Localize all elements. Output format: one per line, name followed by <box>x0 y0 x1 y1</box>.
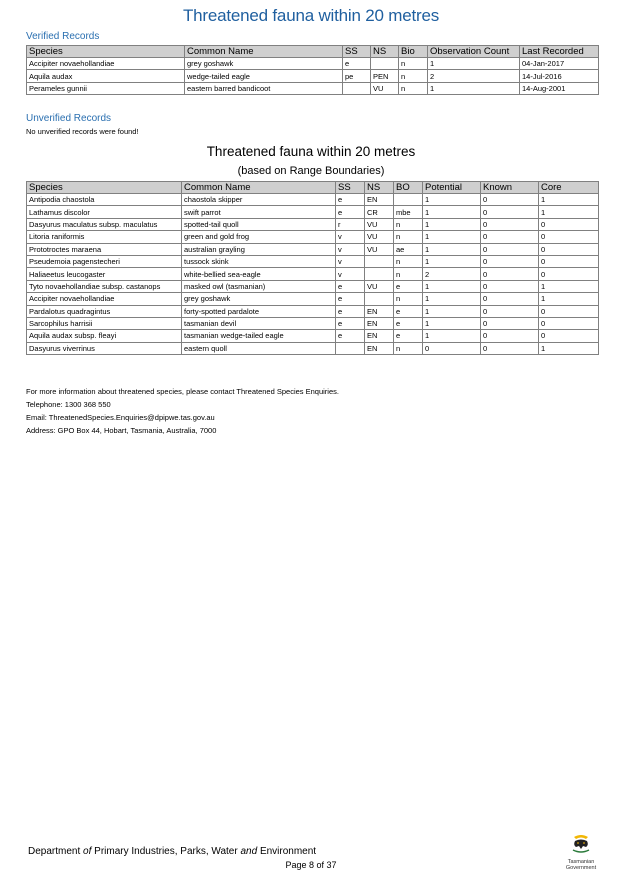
table-cell: v <box>336 255 365 267</box>
table-cell: v <box>336 243 365 255</box>
table-row <box>27 317 599 329</box>
table-cell: Litoria raniformis <box>27 231 182 243</box>
table-cell: 14-Aug-2001 <box>520 82 599 94</box>
table-cell: n <box>394 255 423 267</box>
table-cell: EN <box>365 305 394 317</box>
table-cell: 0 <box>539 317 599 329</box>
table-row <box>27 231 599 243</box>
footer-department <box>28 846 316 857</box>
column-header: Bio <box>399 46 428 58</box>
range-title: Threatened fauna within 20 metres <box>206 144 416 159</box>
table-cell: Pardalotus quadragintus <box>27 305 182 317</box>
table-cell: australian grayling <box>182 243 336 255</box>
table-row <box>27 194 599 206</box>
page-title: Threatened fauna within 20 metres <box>182 6 440 25</box>
table-cell <box>336 342 365 354</box>
table-row <box>27 268 599 280</box>
table-cell: 14-Jul-2016 <box>520 70 599 82</box>
column-header: Last Recorded <box>520 46 599 58</box>
logo-line2: Government <box>565 865 597 871</box>
column-header: Core <box>539 182 599 194</box>
table-cell: n <box>399 58 428 70</box>
table-cell: 0 <box>481 206 539 218</box>
table-cell: 1 <box>423 293 481 305</box>
contact-email: Email: ThreatenedSpecies.Enquiries@dpipwe.tas.gov.au <box>26 413 215 422</box>
table-cell: Pseudemoia pagenstecheri <box>27 255 182 267</box>
table-cell: 0 <box>539 305 599 317</box>
table-cell: EN <box>365 194 394 206</box>
table-cell <box>365 293 394 305</box>
table-cell <box>365 255 394 267</box>
table-cell: 0 <box>539 255 599 267</box>
table-cell: grey goshawk <box>185 58 343 70</box>
column-header: Species <box>27 46 185 58</box>
table-cell: Accipiter novaehollandiae <box>27 293 182 305</box>
table-cell: r <box>336 218 365 230</box>
table-row <box>27 305 599 317</box>
table-cell: eastern barred bandicoot <box>185 82 343 94</box>
table-cell: 0 <box>481 317 539 329</box>
table-cell: e <box>336 194 365 206</box>
table-cell: e <box>336 305 365 317</box>
table-row <box>27 330 599 342</box>
table-cell: VU <box>371 82 399 94</box>
table-cell: v <box>336 231 365 243</box>
contact-address: Address: GPO Box 44, Hobart, Tasmania, Australia, 7000 <box>26 426 217 435</box>
table-cell: 0 <box>539 268 599 280</box>
table-cell: pe <box>343 70 371 82</box>
column-header: NS <box>365 182 394 194</box>
dept-part: Environment <box>257 846 317 857</box>
table-cell: EN <box>365 330 394 342</box>
table-cell: Accipiter novaehollandiae <box>27 58 185 70</box>
table-cell: mbe <box>394 206 423 218</box>
table-row <box>27 70 599 82</box>
table-cell: 0 <box>481 231 539 243</box>
table-cell: e <box>394 305 423 317</box>
table-row <box>27 255 599 267</box>
table-row <box>27 218 599 230</box>
table-cell: 0 <box>539 218 599 230</box>
table-cell: n <box>399 82 428 94</box>
dept-part: Primary Industries, Parks, Water <box>91 846 241 857</box>
table-cell: VU <box>365 243 394 255</box>
table-cell: VU <box>365 280 394 292</box>
table-row <box>27 293 599 305</box>
table-header-row <box>27 46 599 58</box>
table-cell: n <box>394 268 423 280</box>
table-cell <box>394 194 423 206</box>
verified-records-table <box>26 45 599 95</box>
unverified-records-heading: Unverified Records <box>26 113 112 124</box>
table-cell: Sarcophilus harrisii <box>27 317 182 329</box>
table-header-row <box>27 182 599 194</box>
table-cell: tasmanian wedge-tailed eagle <box>182 330 336 342</box>
table-cell: 1 <box>423 255 481 267</box>
table-cell: swift parrot <box>182 206 336 218</box>
table-row <box>27 82 599 94</box>
table-cell: e <box>394 317 423 329</box>
table-cell: 1 <box>423 305 481 317</box>
contact-info <box>26 385 339 437</box>
page-number: Page 8 of 37 <box>285 860 337 870</box>
table-cell: VU <box>365 231 394 243</box>
table-cell: Aquila audax <box>27 70 185 82</box>
table-cell: 04-Jan-2017 <box>520 58 599 70</box>
table-cell: e <box>336 330 365 342</box>
table-cell: spotted-tail quoll <box>182 218 336 230</box>
table-cell: tussock skink <box>182 255 336 267</box>
table-cell: 1 <box>423 280 481 292</box>
table-cell: Aquila audax subsp. fleayi <box>27 330 182 342</box>
column-header: SS <box>343 46 371 58</box>
table-cell <box>371 58 399 70</box>
table-row <box>27 58 599 70</box>
table-cell: 0 <box>481 305 539 317</box>
contact-info-text: For more information about threatened species, please contact Threatened Species Enquiries. <box>26 387 339 396</box>
table-cell: 0 <box>481 243 539 255</box>
table-cell: n <box>394 231 423 243</box>
column-header: BO <box>394 182 423 194</box>
table-cell: e <box>336 293 365 305</box>
column-header: NS <box>371 46 399 58</box>
table-cell: 1 <box>539 280 599 292</box>
table-cell: 0 <box>539 231 599 243</box>
table-cell: e <box>336 280 365 292</box>
table-cell: PEN <box>371 70 399 82</box>
table-row <box>27 206 599 218</box>
table-cell: Perameles gunnii <box>27 82 185 94</box>
table-cell: Antipodia chaostola <box>27 194 182 206</box>
table-cell: 0 <box>481 293 539 305</box>
table-cell: 0 <box>539 330 599 342</box>
table-row <box>27 342 599 354</box>
dept-part: Department <box>28 846 84 857</box>
table-cell <box>343 82 371 94</box>
table-cell: v <box>336 268 365 280</box>
table-cell: 1 <box>423 317 481 329</box>
contact-telephone: Telephone: 1300 368 550 <box>26 400 111 409</box>
column-header: Common Name <box>182 182 336 194</box>
table-cell: 1 <box>423 206 481 218</box>
column-header: Species <box>27 182 182 194</box>
table-row <box>27 280 599 292</box>
table-cell: CR <box>365 206 394 218</box>
table-cell: 0 <box>481 330 539 342</box>
table-cell: 1 <box>539 342 599 354</box>
table-cell: 1 <box>423 194 481 206</box>
table-cell: 1 <box>539 206 599 218</box>
table-cell: masked owl (tasmanian) <box>182 280 336 292</box>
table-cell: 0 <box>539 243 599 255</box>
table-cell: EN <box>365 317 394 329</box>
table-cell: Dasyurus viverrinus <box>27 342 182 354</box>
table-cell: n <box>394 293 423 305</box>
dept-and: and <box>240 846 258 857</box>
table-cell: VU <box>365 218 394 230</box>
table-cell: 1 <box>539 293 599 305</box>
table-cell: ae <box>394 243 423 255</box>
table-cell: 0 <box>481 280 539 292</box>
table-cell: 1 <box>423 330 481 342</box>
table-cell: 1 <box>423 231 481 243</box>
table-cell: 0 <box>423 342 481 354</box>
table-cell: Tyto novaehollandiae subsp. castanops <box>27 280 182 292</box>
table-cell: n <box>394 342 423 354</box>
table-cell: e <box>343 58 371 70</box>
table-cell: e <box>394 330 423 342</box>
column-header: Potential <box>423 182 481 194</box>
column-header: SS <box>336 182 365 194</box>
table-cell: 0 <box>481 342 539 354</box>
table-cell: white-bellied sea-eagle <box>182 268 336 280</box>
table-cell <box>365 268 394 280</box>
tasmanian-government-logo <box>562 834 600 871</box>
table-row <box>27 243 599 255</box>
unverified-message: No unverified records were found! <box>26 127 139 136</box>
table-cell: e <box>336 317 365 329</box>
dept-of: of <box>83 846 92 857</box>
table-cell: n <box>399 70 428 82</box>
table-cell: Prototroctes maraena <box>27 243 182 255</box>
verified-records-heading: Verified Records <box>26 31 100 42</box>
table-cell: 2 <box>428 70 520 82</box>
table-cell: green and gold frog <box>182 231 336 243</box>
table-cell: Haliaeetus leucogaster <box>27 268 182 280</box>
table-cell: tasmanian devil <box>182 317 336 329</box>
range-subtitle: (based on Range Boundaries) <box>237 165 385 177</box>
table-cell: chaostola skipper <box>182 194 336 206</box>
table-cell: 1 <box>423 218 481 230</box>
table-cell: 1 <box>428 82 520 94</box>
column-header: Known <box>481 182 539 194</box>
range-boundaries-table <box>26 181 599 355</box>
column-header: Observation Count <box>428 46 520 58</box>
column-header: Common Name <box>185 46 343 58</box>
table-cell: 1 <box>423 243 481 255</box>
tasmanian-tiger-logo-icon <box>570 834 592 854</box>
logo-line1: Tasmanian <box>567 859 595 865</box>
table-cell: wedge-tailed eagle <box>185 70 343 82</box>
table-cell: 1 <box>539 194 599 206</box>
table-cell: 0 <box>481 218 539 230</box>
table-cell: e <box>336 206 365 218</box>
table-cell: 1 <box>428 58 520 70</box>
table-cell: e <box>394 280 423 292</box>
table-cell: 0 <box>481 255 539 267</box>
table-cell: n <box>394 218 423 230</box>
table-cell: eastern quoll <box>182 342 336 354</box>
table-cell: grey goshawk <box>182 293 336 305</box>
table-cell: EN <box>365 342 394 354</box>
table-cell: Dasyurus maculatus subsp. maculatus <box>27 218 182 230</box>
table-cell: forty-spotted pardalote <box>182 305 336 317</box>
table-cell: 0 <box>481 268 539 280</box>
table-cell: Lathamus discolor <box>27 206 182 218</box>
table-cell: 2 <box>423 268 481 280</box>
table-cell: 0 <box>481 194 539 206</box>
